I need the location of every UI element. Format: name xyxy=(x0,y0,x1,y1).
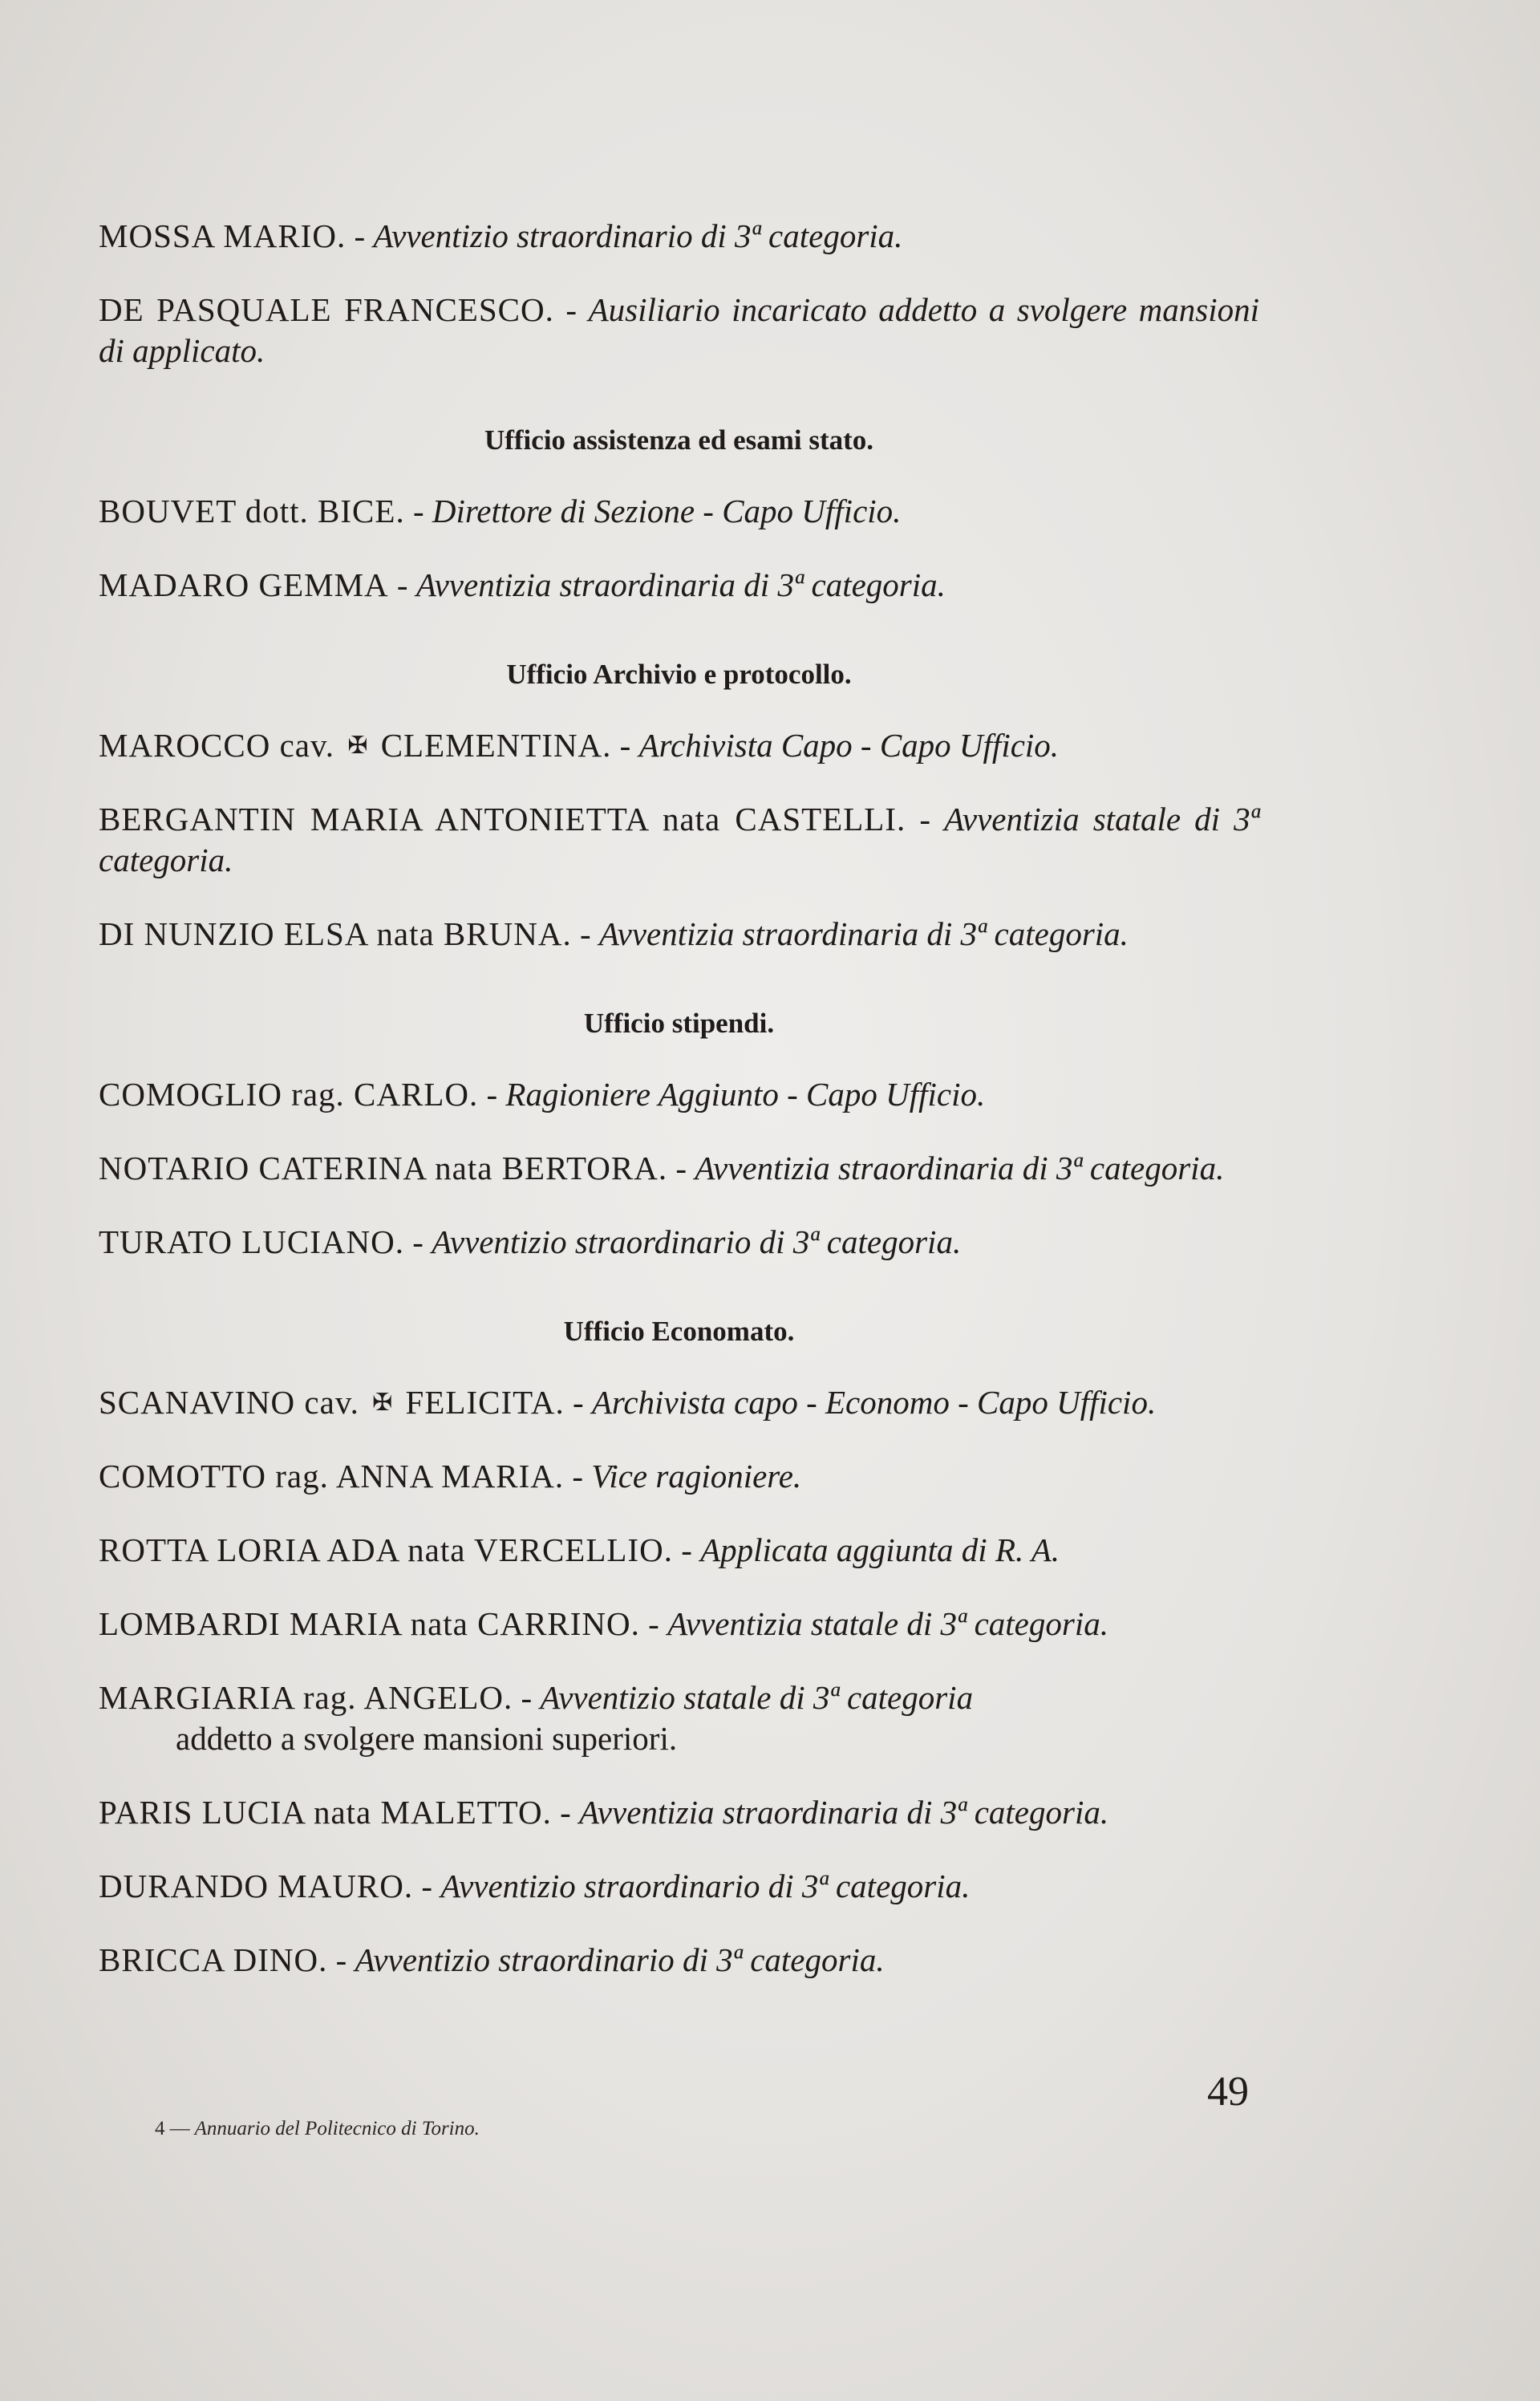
staff-entry xyxy=(99,1148,1259,1189)
separator: - xyxy=(412,1223,424,1260)
staff-entry xyxy=(99,565,1259,606)
staff-role: Avventizia statale di 3ª categoria. xyxy=(99,801,1259,878)
staff-entry xyxy=(99,1792,1259,1833)
staff-name: COMOTTO rag. ANNA MARIA. xyxy=(99,1458,565,1495)
staff-name: LOMBARDI MARIA nata CARRINO. xyxy=(99,1605,640,1642)
staff-name: BERGANTIN MARIA ANTONIETTA nata CASTELLI. xyxy=(99,801,906,838)
staff-listing xyxy=(99,183,1259,1999)
separator: - xyxy=(396,566,408,603)
staff-entry xyxy=(99,1222,1259,1263)
separator: - xyxy=(572,1384,584,1421)
staff-entry xyxy=(99,1074,1259,1115)
separator: - xyxy=(486,1076,498,1113)
staff-entry xyxy=(99,1677,1259,1759)
staff-role: Avventizia straordinaria di 3ª categoria. xyxy=(579,1794,1109,1831)
separator: - xyxy=(681,1531,692,1568)
staff-name: MARGIARIA rag. ANGELO. xyxy=(99,1679,513,1716)
staff-entry xyxy=(99,290,1259,371)
staff-name: ROTTA LORIA ADA nata VERCELLIO. xyxy=(99,1531,673,1568)
separator: - xyxy=(675,1150,687,1186)
staff-name: COMOGLIO rag. CARLO. xyxy=(99,1076,479,1113)
separator: - xyxy=(565,291,578,328)
separator: - xyxy=(572,1458,584,1495)
staff-role: Avventizio statale di 3ª categoria xyxy=(540,1679,974,1716)
staff-role: Vice ragioniere. xyxy=(591,1458,802,1495)
separator: - xyxy=(619,727,631,764)
staff-name: NOTARIO CATERINA nata BERTORA. xyxy=(99,1150,668,1186)
staff-name: MADARO GEMMA xyxy=(99,566,389,603)
staff-role: Avventizio straordinario di 3ª categoria. xyxy=(355,1941,885,1978)
staff-name: BRICCA DINO. xyxy=(99,1941,328,1978)
staff-entry xyxy=(99,725,1259,766)
separator: - xyxy=(648,1605,659,1642)
staff-name-given: CLEMENTINA. xyxy=(380,727,612,764)
staff-entry xyxy=(99,1940,1259,1981)
section-heading-stipendi: Ufficio stipendi. xyxy=(583,1008,775,1039)
staff-name: PARIS LUCIA nata MALETTO. xyxy=(99,1794,552,1831)
staff-name: DI NUNZIO ELSA nata BRUNA. xyxy=(99,915,572,952)
staff-role: Avventizia straordinaria di 3ª categoria. xyxy=(598,915,1129,952)
staff-name: BOUVET dott. BICE. xyxy=(99,493,405,529)
staff-role: Avventizia straordinaria di 3ª categoria. xyxy=(695,1150,1225,1186)
separator: - xyxy=(354,217,366,254)
separator: - xyxy=(421,1868,433,1904)
staff-role: Avventizia statale di 3ª categoria. xyxy=(667,1605,1108,1642)
cross-icon: ✠ xyxy=(372,1389,393,1416)
staff-role: Avventizia straordinaria di 3ª categoria. xyxy=(415,566,946,603)
section-heading-assistenza: Ufficio assistenza ed esami stato. xyxy=(484,424,874,456)
staff-role-extra: addetto a svolgere mansioni superiori. xyxy=(176,1720,678,1757)
staff-name: DURANDO MAURO. xyxy=(99,1868,414,1904)
signature-number: 4 xyxy=(155,2118,165,2139)
separator: - xyxy=(412,493,424,529)
separator: - xyxy=(335,1941,347,1978)
staff-entry xyxy=(99,1456,1259,1497)
staff-name: MOSSA MARIO. xyxy=(99,217,346,254)
publication-title: Annuario del Politecnico di Torino. xyxy=(194,2118,480,2139)
footer-dash: — xyxy=(169,2118,190,2139)
separator: - xyxy=(560,1794,571,1831)
staff-entry xyxy=(99,1604,1259,1645)
staff-entry xyxy=(99,491,1259,532)
staff-entry xyxy=(99,216,1259,257)
staff-role: Avventizio straordinario di 3ª categoria. xyxy=(373,217,903,254)
staff-name: DE PASQUALE FRANCESCO. xyxy=(99,291,554,328)
staff-entry xyxy=(99,1866,1259,1907)
page-number: 49 xyxy=(1207,2069,1249,2115)
staff-role: Ragioniere Aggiunto - Capo Ufficio. xyxy=(505,1076,986,1113)
staff-name: MAROCCO cav. xyxy=(99,727,335,764)
separator: - xyxy=(521,1679,533,1716)
section-heading-archivio: Ufficio Archivio e protocollo. xyxy=(506,659,852,690)
staff-role: Archivista capo - Economo - Capo Ufficio. xyxy=(591,1384,1157,1421)
staff-entry xyxy=(99,1382,1259,1423)
separator: - xyxy=(579,915,591,952)
staff-role: Direttore di Sezione - Capo Ufficio. xyxy=(432,493,902,529)
staff-entry xyxy=(99,1530,1259,1571)
staff-role: Avventizio straordinario di 3ª categoria. xyxy=(432,1223,962,1260)
staff-name: TURATO LUCIANO. xyxy=(99,1223,404,1260)
staff-name: SCANAVINO cav. xyxy=(99,1384,359,1421)
section-heading-economato: Ufficio Economato. xyxy=(563,1316,795,1347)
staff-role: Avventizio straordinario di 3ª categoria. xyxy=(440,1868,971,1904)
separator: - xyxy=(919,801,930,838)
footer-note xyxy=(155,2118,480,2140)
staff-name-given: FELICITA. xyxy=(405,1384,565,1421)
staff-role: Archivista Capo - Capo Ufficio. xyxy=(638,727,1060,764)
staff-role: Applicata aggiunta di R. A. xyxy=(700,1531,1060,1568)
staff-role: Ausiliario incaricato addetto a svolgere mansioni di applicato. xyxy=(99,291,1260,369)
staff-entry xyxy=(99,799,1259,881)
staff-entry xyxy=(99,914,1259,955)
cross-icon: ✠ xyxy=(347,732,368,759)
